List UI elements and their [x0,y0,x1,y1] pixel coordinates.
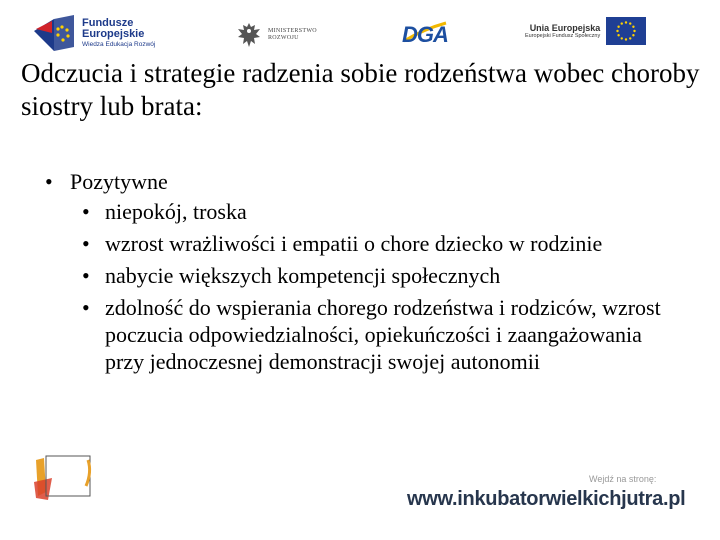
slide-title: Odczucia i strategie radzenia sobie rodzeństwa wobec choroby siostry lub brata: [21,58,700,121]
header-logo-bar [0,0,720,60]
unia-europejska-logo [525,17,646,45]
sub-bullet-text: nabycie większych kompetencji społecznych [105,263,501,288]
inkubator-logo [32,452,94,504]
fundusze-europejskie-mark-icon [32,13,76,53]
sub-bullet-text: niepokój, troska [105,199,247,224]
sub-bullet-item [82,262,685,289]
eu-flag-icon [606,17,646,45]
sub-bullet-item [82,230,685,257]
fundusze-europejskie-logo [32,13,155,53]
main-bullet-text: Pozytywne [70,169,168,194]
bullet-marker: • [82,263,90,288]
dga-logo-text: DGA [402,22,448,47]
sub-bullet-text: wzrost wrażliwości i empatii o chore dziecko w rodzinie [105,231,603,256]
inkubator-logo-icon [32,452,94,504]
ue-logo-line1: Unia Europejska [529,22,601,33]
sub-bullet-item [82,294,685,375]
sub-bullet-text: zdolność do wspierania chorego rodzeństwa i rodziców, wzrost poczucia odpowiedzialności, opiekuńczości i zaangażowania przy jednoczesnej demonstracji swojej autonomii [105,295,661,374]
bullet-marker: • [82,199,90,224]
fe-logo-line2: Europejskie [82,28,145,41]
fe-logo-line1: Fundusze [82,16,134,29]
ministerstwo-rozwoju-logo [236,20,317,50]
mr-logo-line1: MINISTERSTWO [268,28,317,35]
sub-bullet-list [45,198,685,375]
visit-website-label: Wejdź na stronę: [589,474,657,484]
fe-logo-line3: Wiedza Edukacja Rozwój [82,40,156,48]
bullet-marker: • [82,231,90,256]
ue-logo-line2: Europejski Fundusz Społeczny [525,33,601,40]
bullet-marker: • [82,295,90,320]
bullet-marker: • [45,169,53,194]
main-bullet [45,168,685,196]
website-url-link[interactable]: www.inkubatorwielkichjutra.pl [407,488,686,510]
mr-logo-line2: ROZWOJU [268,35,299,41]
sub-bullet-item [82,198,685,225]
slide-content [45,168,685,380]
polish-eagle-icon [236,20,262,50]
dga-logo [402,22,448,48]
